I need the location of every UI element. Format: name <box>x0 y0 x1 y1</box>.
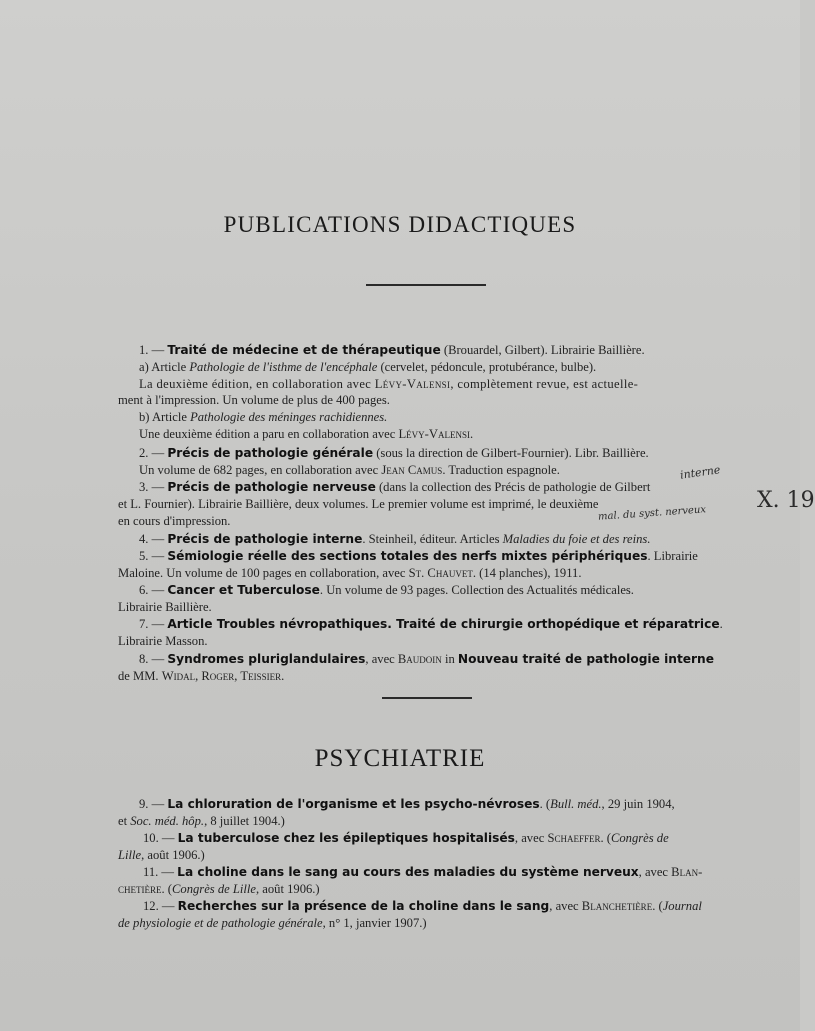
entry-text: , complètement revue, est actuelle- <box>450 377 639 391</box>
entry-number: 6. — <box>139 583 168 597</box>
entry-12-line2 <box>118 915 427 931</box>
entry-number: 1. — <box>139 343 168 357</box>
section-heading-psychiatrie: PSYCHIATRIE <box>314 745 486 772</box>
entry-number: 9. — <box>139 797 168 811</box>
entry-italic: Congrès de <box>610 831 669 845</box>
entry-italic: Pathologie de l'isthme de l'encéphale <box>189 360 378 374</box>
entry-text: (Brouardel, Gilbert). Librairie Baillière. <box>440 343 645 357</box>
author-name: Baudoin <box>397 652 442 666</box>
entry-8 <box>139 651 714 667</box>
entry-7-line2: Librairie Masson. <box>118 634 208 648</box>
entry-1 <box>139 342 645 358</box>
entry-9 <box>139 796 675 812</box>
entry-text: (dans la collection des Précis de pathologie de Gilbert <box>375 480 651 494</box>
entry-italic: Congrès de Lille <box>172 882 256 896</box>
entry-title: La tuberculose chez les épileptiques hospitalisés <box>177 831 515 845</box>
entry-text: in <box>441 652 458 666</box>
entry-number: 10. — <box>143 831 178 845</box>
entry-text: , n° 1, janvier 1907.) <box>322 916 427 930</box>
entry-title: La chloruration de l'organisme et les psycho-névroses <box>167 797 540 811</box>
entry-12 <box>143 898 702 914</box>
entry-text: La deuxième édition, en collaboration avec <box>139 377 375 391</box>
entry-italic: Lille <box>118 848 142 862</box>
entry-11-line2 <box>118 881 320 897</box>
entry-text: . <box>719 617 723 631</box>
entry-number: 4. — <box>139 532 168 546</box>
entry-6-line2: Librairie Baillière. <box>118 600 212 614</box>
handwritten-note-mal-syst: mal. du syst. nerveux <box>597 504 707 523</box>
entry-title: Précis de pathologie nerveuse <box>167 480 376 494</box>
author-name: Blan- <box>671 865 703 879</box>
entry-italic: Maladies du foie et des reins. <box>502 532 651 546</box>
entry-text: (sous la direction de Gilbert-Fournier). Libr. Baillière. <box>373 446 649 460</box>
divider-rule <box>382 697 472 699</box>
entry-text: . ( <box>539 797 551 811</box>
entry-title: Recherches sur la présence de la choline dans le sang <box>177 899 550 913</box>
entry-text: a) Article <box>139 360 190 374</box>
entry-9-line2 <box>118 813 285 829</box>
entry-3-line2: et L. Fournier). Librairie Baillière, deux volumes. Le premier volume est imprimé, le deuxième <box>118 497 599 511</box>
author-name: Lévy-Valensi <box>374 377 451 391</box>
entry-text: , avec <box>365 652 398 666</box>
entry-10-line2 <box>118 847 205 863</box>
entry-title: Sémiologie réelle des sections totales des nerfs mixtes périphériques <box>167 549 648 563</box>
entry-5-line2 <box>118 565 581 581</box>
entry-number: 8. — <box>139 652 168 666</box>
entry-italic: Journal <box>662 899 702 913</box>
entry-text: b) Article <box>139 410 191 424</box>
entry-text: . Traduction espagnole. <box>442 463 560 477</box>
entry-title: Nouveau traité de pathologie interne <box>457 652 714 666</box>
entry-4 <box>139 531 650 547</box>
entry-text: Un volume de 682 pages, en collaboration avec <box>139 463 382 477</box>
entry-6 <box>139 582 634 598</box>
entry-number: 3. — <box>139 480 168 494</box>
author-name: Schaeffer <box>547 831 601 845</box>
entry-1a-line2 <box>139 376 638 392</box>
entry-text: . ( <box>161 882 172 896</box>
entry-title: Précis de pathologie interne <box>167 532 363 546</box>
entry-text: , août 1906.) <box>141 848 205 862</box>
author-name: Jean Camus <box>381 463 443 477</box>
entry-3 <box>139 479 650 495</box>
author-name: Lévy-Valensi <box>398 427 470 441</box>
entry-3-line3: en cours d'impression. <box>118 514 231 528</box>
entry-10 <box>143 830 669 846</box>
entry-text: de MM. <box>118 669 162 683</box>
entry-text: . ( <box>652 899 663 913</box>
entry-8-line2 <box>118 668 284 684</box>
handwritten-note-interne: interne <box>679 463 722 482</box>
entry-italic: Soc. méd. hôp. <box>130 814 205 828</box>
entry-text: . Steinheil, éditeur. Articles <box>362 532 503 546</box>
entry-text: Une deuxième édition a paru en collaboration avec <box>139 427 399 441</box>
entry-text: , avec <box>549 899 582 913</box>
section-heading-didactiques: PUBLICATIONS DIDACTIQUES <box>223 212 577 237</box>
entry-text: . <box>281 669 285 683</box>
entry-title: Précis de pathologie générale <box>167 446 374 460</box>
entry-text: . ( <box>600 831 611 845</box>
entry-italic: Bull. méd. <box>550 797 602 811</box>
handwritten-margin-mark: X. 19 <box>757 488 815 513</box>
entry-text: , avec <box>514 831 548 845</box>
entry-number: 12. — <box>143 899 178 913</box>
entry-11 <box>143 864 702 880</box>
entry-text: , août 1906.) <box>255 882 320 896</box>
entry-title: La choline dans le sang au cours des maladies du système nerveux <box>177 865 639 879</box>
entry-1a <box>139 359 596 375</box>
entry-italic: de physiologie et de pathologie générale <box>118 916 323 930</box>
entry-title: Article Troubles névropathiques. Traité de chirurgie orthopédique et réparatrice <box>167 617 720 631</box>
entry-title: Traité de médecine et de thérapeutique <box>167 343 441 357</box>
entry-1b-line2 <box>139 426 473 442</box>
entry-number: 7. — <box>139 617 168 631</box>
entry-2-line2 <box>139 462 560 478</box>
entry-number: 2. — <box>139 446 168 460</box>
entry-text: (cervelet, pédoncule, protubérance, bulbe). <box>377 360 597 374</box>
entry-text: et <box>118 814 131 828</box>
entry-text: , avec <box>638 865 672 879</box>
entry-1b <box>139 409 387 425</box>
entry-text: , 29 juin 1904, <box>601 797 675 811</box>
author-name: St. Chauvet <box>408 566 473 580</box>
entry-text: . Un volume de 93 pages. Collection des Actualités médicales. <box>319 583 634 597</box>
author-name: chetière <box>118 882 162 896</box>
author-name: Widal, Roger, Teissier <box>161 669 282 683</box>
entry-title: Syndromes pluriglandulaires <box>167 652 366 666</box>
entry-text: , 8 juillet 1904.) <box>204 814 285 828</box>
entry-text: . (14 planches), 1911. <box>472 566 582 580</box>
entry-5 <box>139 548 698 564</box>
entry-7 <box>139 616 723 632</box>
entry-text: Maloine. Un volume de 100 pages en collaboration, avec <box>118 566 409 580</box>
entry-number: 11. — <box>143 865 178 879</box>
entry-title: Cancer et Tuberculose <box>167 583 320 597</box>
entry-number: 5. — <box>139 549 168 563</box>
divider-rule <box>366 284 486 286</box>
entry-2 <box>139 445 649 461</box>
author-name: Blanchetière <box>581 899 653 913</box>
entry-text: . Librairie <box>647 549 698 563</box>
entry-1a-line3: ment à l'impression. Un volume de plus de 400 pages. <box>118 393 390 407</box>
entry-italic: Pathologie des méninges rachidiennes. <box>190 410 388 424</box>
entry-text: . <box>469 427 474 441</box>
